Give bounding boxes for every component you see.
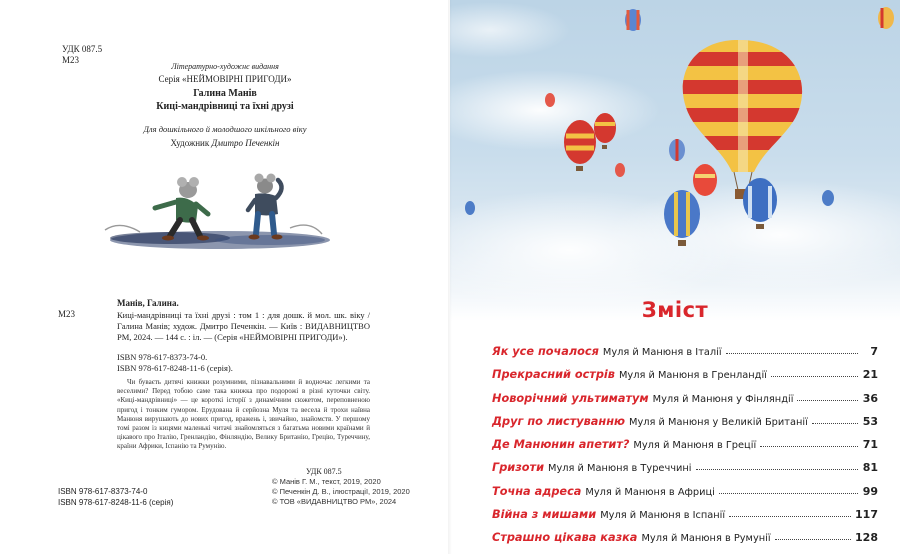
genre-label: Літературно-художнє видання (171, 62, 279, 71)
toc-chapter-subtitle: Муля й Манюня в Африці (585, 486, 715, 498)
copyright-line: © Манів Г. М., текст, 2019, 2020 (272, 477, 381, 486)
toc-entry[interactable] (492, 433, 878, 451)
toc-page-number: 81 (862, 461, 878, 475)
udk-code: УДК 087.5 (62, 44, 103, 54)
toc-dot-leader (760, 446, 858, 447)
toc-dot-leader (719, 493, 858, 494)
mouse-left (105, 177, 209, 241)
toc-chapter-subtitle: Муля й Манюня в Туреччині (548, 463, 692, 475)
large-striped-balloon (670, 38, 820, 199)
toc-entry[interactable] (492, 410, 878, 428)
toc-chapter-title: Як усе почалося (492, 345, 599, 358)
illustrator-name: Дмитро Печенкін (211, 138, 280, 148)
catalog-isbn: ISBN 978-617-8373-74-0. (117, 352, 208, 362)
toc-dot-leader (797, 400, 858, 401)
toc-page-number: 71 (862, 438, 878, 452)
toc-page-number: 21 (862, 368, 878, 382)
toc-chapter-title: Новорічний ультиматум (492, 391, 649, 405)
small-balloon (465, 201, 475, 215)
catalog-isbn-series: ISBN 978-617-8248-11-6 (серія). (117, 363, 233, 373)
catalog-author: Манів, Галина. (117, 298, 179, 308)
isbn-bottom: ISBN 978-617-8373-74-0 (58, 487, 148, 496)
small-balloon (822, 190, 834, 206)
mice-illustration (100, 160, 350, 270)
toc-chapter-title: Війна з мишами (492, 508, 597, 522)
small-balloon (669, 139, 685, 161)
toc-chapter-subtitle: Муля й Манюня в Греції (633, 440, 757, 452)
small-balloon (665, 192, 693, 232)
toc-page-number: 53 (862, 414, 878, 428)
toc-entry[interactable] (492, 340, 878, 358)
mouse-right (248, 174, 322, 240)
toc-dot-leader (771, 376, 858, 377)
toc-entry[interactable] (492, 387, 878, 405)
book-gutter (448, 0, 452, 554)
toc-dot-leader (812, 423, 858, 424)
contents-page (450, 0, 900, 554)
illustrator-label: Художник (170, 138, 210, 148)
series-label: Серія «НЕЙМОВІРНІ ПРИГОДИ» (158, 74, 292, 84)
copyright-block (272, 477, 410, 507)
toc-dot-leader (726, 353, 858, 354)
toc-chapter-title: Страшно цікава казка (492, 531, 638, 545)
author-mark: М23 (62, 55, 80, 65)
book-title: Киці-мандрівниці та їхні друзі (156, 101, 294, 112)
toc-chapter-title: Прекрасний острів (492, 368, 615, 382)
toc-page-number: 36 (862, 391, 878, 405)
catalog-description: Киці-мандрівниці та їхні друзі : том 1 : для дошк. й мол. шк. віку / Галина Манів; худож. Дмитро Печенкін. — Київ : ВИДАВНИЦТВО РМ, 2024. — 144 с. : іл. — (Серія «НЕЙМОВІРНІ ПРИГОДИ»). (117, 310, 370, 342)
small-balloon (564, 120, 596, 171)
toc-chapter-subtitle: Муля й Манюня в Гренландії (618, 370, 767, 382)
toc-chapter-title: Друг по листуванню (492, 414, 626, 428)
toc-chapter-subtitle: Муля й Манюня в Іспанії (600, 510, 726, 522)
isbn-bottom-series: ISBN 978-617-8248-11-6 (серія) (58, 498, 174, 507)
book-annotation: Чи буваєть дитячі книжки розумними, пізнавальними й водночас легкими та веселими? Перед тобою саме така книжка про подорожі в різні куточки світу. «Киці-мандрівниці» — це короткі історії з динамічним сюжетом, переповненою пригод і тонким гумором. Ерудована й серйозна Муля та весела й трохи наївна Манюня вирушають до нових пригод, вражень і, звичайно, знайомств. У першому томі разом із кицями маленькі читачі знайомляться з багатьма новими країнами й цікавого про Італію, Гренландію, Фінляндію, Велику Британію, Грецію, Туреччину, країни Африки, Іспанію та Румунію. (117, 378, 370, 451)
toc-page-number: 117 (855, 508, 878, 522)
toc-dot-leader (775, 539, 851, 540)
table-of-contents (492, 340, 878, 550)
audience-label: Для дошкільного й молодшого шкільного віку (143, 124, 307, 134)
toc-dot-leader (729, 516, 851, 517)
toc-chapter-title: Точна адреса (492, 484, 582, 498)
toc-chapter-subtitle: Муля й Манюня в Румунії (641, 533, 771, 545)
catalog-code: М23 (58, 309, 76, 319)
toc-page-number: 128 (855, 531, 878, 545)
toc-entry[interactable] (492, 363, 878, 381)
small-balloon (545, 93, 555, 107)
toc-entry[interactable] (492, 503, 878, 521)
toc-page-number: 7 (870, 345, 878, 358)
small-balloon (625, 9, 641, 31)
author-name: Галина Манів (193, 88, 257, 99)
toc-entry[interactable] (492, 526, 878, 544)
toc-chapter-title: Де Манюнин апетит? (492, 438, 630, 452)
small-balloon (615, 163, 625, 177)
toc-entry[interactable] (492, 456, 878, 474)
contents-heading: Зміст (641, 298, 709, 322)
illustrator-line (100, 138, 350, 148)
copyright-line: © Печенкін Д. В., ілюстрації, 2019, 2020 (272, 487, 410, 496)
small-balloon (878, 7, 894, 29)
toc-dot-leader (696, 469, 858, 470)
toc-entry[interactable] (492, 480, 878, 498)
copyright-line: © ТОВ «ВИДАВНИЦТВО РМ», 2024 (272, 497, 397, 506)
small-balloon (693, 164, 717, 196)
toc-chapter-title: Гризоти (492, 461, 544, 475)
balloons-illustration (450, 0, 900, 320)
toc-chapter-subtitle: Муля й Манюня в Італії (602, 347, 722, 358)
udk-code-bottom: УДК 087.5 (306, 467, 342, 476)
toc-page-number: 99 (862, 484, 878, 498)
toc-chapter-subtitle: Муля й Манюня у Фінляндії (652, 393, 794, 405)
toc-chapter-subtitle: Муля й Манюня у Великій Британії (629, 416, 808, 428)
